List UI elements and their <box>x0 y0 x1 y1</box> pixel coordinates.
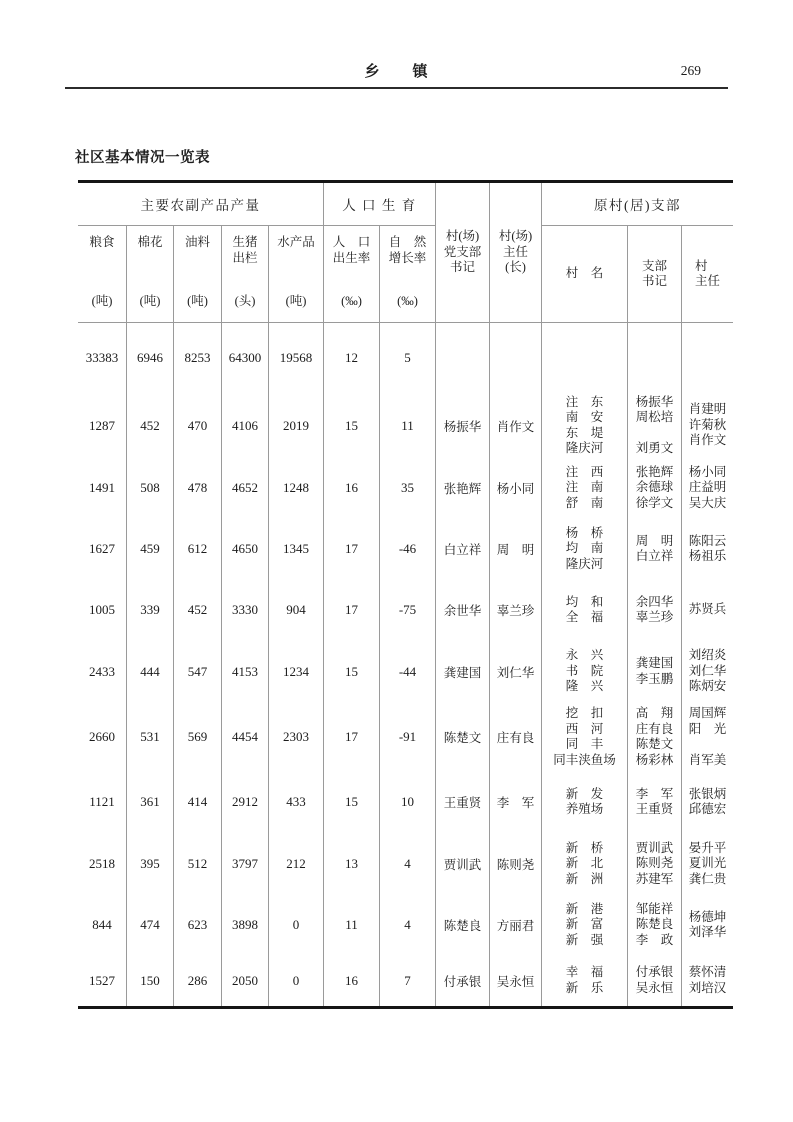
cell-branch-secretaries <box>627 458 681 518</box>
cell-aquatic: 212 <box>268 833 323 895</box>
text-line: 陈楚良 <box>635 917 674 932</box>
text-line: 挖 扣 <box>565 706 604 720</box>
cell-village-directors <box>681 771 733 833</box>
cell-cotton: 150 <box>126 955 173 1006</box>
cell-director: 刘仁华 <box>489 640 541 703</box>
cell-villages <box>541 580 627 640</box>
cell-branch-secretaries <box>627 895 681 955</box>
text-line: 舒 南 <box>565 495 604 510</box>
cell-party-secretary: 陈楚文 <box>435 703 489 771</box>
text-line: 余四华 <box>635 594 674 609</box>
text-line: 新 发 <box>565 786 604 801</box>
cell-cotton: 361 <box>126 771 173 833</box>
column-header-village-director <box>681 226 733 323</box>
text-line: 张艳辉 <box>635 464 674 479</box>
column-header-grain <box>78 226 126 323</box>
text-line: 杨祖乐 <box>688 549 727 563</box>
cell-cotton: 339 <box>126 580 173 640</box>
cell-director: 周 明 <box>489 518 541 580</box>
cell-aquatic: 2303 <box>268 703 323 771</box>
text-line: 李 政 <box>635 932 674 947</box>
cell-pigs: 2912 <box>221 771 268 833</box>
cell-director: 吴永恒 <box>489 955 541 1006</box>
cell-aquatic: 904 <box>268 580 323 640</box>
cell-village-directors <box>681 703 733 771</box>
cell-branch-secretaries <box>627 393 681 458</box>
text-line: 村(场) <box>445 229 480 244</box>
column-header-cotton <box>126 226 173 323</box>
cell-village-directors <box>681 895 733 955</box>
column-title <box>389 235 427 266</box>
column-unit: (吨) <box>285 294 307 308</box>
cell-birth-rate: 13 <box>323 833 379 895</box>
column-title <box>277 235 315 251</box>
column-unit: (‰) <box>341 294 362 308</box>
text-line: 杨彩林 <box>635 752 674 767</box>
text-line: 增长率 <box>388 250 427 265</box>
cell-director: 陈则尧 <box>489 833 541 895</box>
text-line: 书记 <box>449 260 475 275</box>
cell-birth-rate: 16 <box>323 955 379 1006</box>
cell-aquatic: 1248 <box>268 458 323 518</box>
cell-branch-secretaries <box>627 955 681 1006</box>
text-line: 水产品 <box>277 235 315 249</box>
text-line: 陈则尧 <box>635 856 674 871</box>
text-line: 王重贤 <box>635 802 674 816</box>
text-line: 支部 <box>641 258 667 273</box>
column-title <box>232 235 257 266</box>
text-line: 刘绍炎 <box>688 648 727 663</box>
cell-pigs: 2050 <box>221 955 268 1006</box>
text-line: 辜兰珍 <box>635 610 674 624</box>
text-line: 东 堤 <box>565 425 604 440</box>
cell-grain: 2518 <box>89 856 115 871</box>
group-header-products: 主要农副产品产量 <box>78 183 323 226</box>
column-title <box>333 235 371 266</box>
text-line: 注 西 <box>565 464 604 479</box>
text-line: 幸 福 <box>565 965 604 979</box>
column-title <box>137 235 162 251</box>
cell-grain: 2660 <box>89 729 115 744</box>
column-header-growth-rate <box>379 226 435 323</box>
cell-growth-rate: -46 <box>379 518 435 580</box>
cell-growth-rate: 4 <box>379 895 435 955</box>
cell-branch-secretaries <box>627 323 681 393</box>
cell-aquatic: 1234 <box>268 640 323 703</box>
cell-villages <box>541 458 627 518</box>
text-line: 刘培汉 <box>688 980 727 995</box>
text-line: 注 南 <box>565 480 604 495</box>
group-header-population: 人 口 生 育 <box>323 183 435 226</box>
column-unit: (‰) <box>397 294 418 308</box>
cell-villages <box>541 640 627 703</box>
cell-grain: 1005 <box>89 602 115 617</box>
text-line: 李 军 <box>635 786 674 801</box>
cell-branch-secretaries <box>627 518 681 580</box>
column-title <box>642 259 667 290</box>
text-line: 出栏 <box>232 250 258 265</box>
cell-pigs: 4652 <box>221 458 268 518</box>
header-rule <box>65 87 728 89</box>
text-line: 西 河 <box>565 721 604 736</box>
cell-branch-secretaries <box>627 771 681 833</box>
cell-cotton: 459 <box>126 518 173 580</box>
cell-birth-rate: 11 <box>323 895 379 955</box>
text-line: 苏贤兵 <box>688 602 727 617</box>
text-line: 庄益明 <box>688 480 727 495</box>
text-line: 人 口 <box>332 235 371 249</box>
cell-cotton: 452 <box>126 393 173 458</box>
text-line: 隆庆河 <box>565 441 604 455</box>
cell-villages <box>541 833 627 895</box>
text-line: 刘仁华 <box>688 663 727 678</box>
text-line: 生猪 <box>232 235 258 249</box>
text-line: 主任 <box>694 274 720 288</box>
text-line: 白立祥 <box>635 549 674 563</box>
cell-aquatic: 19568 <box>268 323 323 393</box>
text-line: 刘泽华 <box>688 925 727 939</box>
cell-oil: 569 <box>173 703 221 771</box>
text-line: 党支部 <box>443 244 482 259</box>
page-header-title: 乡 镇 <box>364 64 429 80</box>
text-line: 新 乐 <box>565 980 604 995</box>
cell-cotton: 444 <box>126 640 173 703</box>
text-line: 同丰浃鱼场 <box>553 752 616 767</box>
text-line: 均 南 <box>565 541 604 556</box>
text-line: 新 北 <box>565 856 604 871</box>
cell-aquatic: 0 <box>268 895 323 955</box>
text-line: 棉花 <box>137 235 163 249</box>
cell-oil: 547 <box>173 640 221 703</box>
cell-party-secretary: 付承银 <box>435 955 489 1006</box>
text-line <box>653 426 656 442</box>
page-number: 269 <box>680 63 701 78</box>
text-line: 邹能祥 <box>635 901 674 916</box>
text-line: 吴永恒 <box>635 980 674 995</box>
cell-party-secretary: 杨振华 <box>435 393 489 458</box>
cell-villages <box>541 323 627 393</box>
cell-birth-rate: 17 <box>323 703 379 771</box>
text-line: 书记 <box>641 274 667 288</box>
text-line: 全 福 <box>565 610 604 624</box>
cell-director: 庄有良 <box>489 703 541 771</box>
text-line: 刘勇文 <box>635 441 674 455</box>
cell-grain: 2433 <box>89 663 115 679</box>
text-line: 陈楚文 <box>635 737 674 751</box>
cell-pigs: 64300 <box>221 323 268 393</box>
column-title <box>566 266 604 282</box>
text-line: 苏建军 <box>635 871 674 886</box>
cell-village-directors <box>681 518 733 580</box>
cell-villages <box>541 393 627 458</box>
text-line: 肖建明 <box>688 402 727 417</box>
text-line <box>706 737 709 753</box>
community-table <box>78 180 733 1009</box>
column-title <box>695 259 720 290</box>
text-line: 李玉鹏 <box>635 671 674 686</box>
cell-director: 辜兰珍 <box>489 580 541 640</box>
text-line: 龚建国 <box>635 656 674 670</box>
cell-cotton: 395 <box>126 833 173 895</box>
cell-grain: 1527 <box>89 972 115 988</box>
cell-party-secretary: 陈楚良 <box>435 895 489 955</box>
cell-growth-rate: 4 <box>379 833 435 895</box>
cell-party-secretary: 贾训武 <box>435 833 489 895</box>
cell-director: 方丽君 <box>489 895 541 955</box>
text-line: 夏训光 <box>688 856 727 871</box>
text-line: 陈炳安 <box>688 679 727 694</box>
cell-birth-rate: 16 <box>323 458 379 518</box>
cell-village-directors <box>681 640 733 703</box>
cell-birth-rate: 17 <box>323 518 379 580</box>
cell-cotton: 474 <box>126 895 173 955</box>
text-line: 注 东 <box>565 394 604 409</box>
cell-cotton: 531 <box>126 703 173 771</box>
cell-villages <box>541 895 627 955</box>
cell-cotton: 508 <box>126 458 173 518</box>
text-line: 新 富 <box>565 917 604 932</box>
cell-oil: 612 <box>173 518 221 580</box>
cell-village-directors <box>681 955 733 1006</box>
cell-branch-secretaries <box>627 580 681 640</box>
cell-party-secretary: 余世华 <box>435 580 489 640</box>
text-line: 徐学文 <box>635 495 674 510</box>
text-line: 主任 <box>502 244 528 259</box>
column-header-oil <box>173 226 221 323</box>
cell-oil: 478 <box>173 458 221 518</box>
cell-oil: 470 <box>173 393 221 458</box>
text-line: 杨小同 <box>688 464 727 479</box>
cell-cotton: 6946 <box>126 323 173 393</box>
text-line: 新 桥 <box>565 840 604 855</box>
cell-aquatic: 0 <box>268 955 323 1006</box>
text-line: 许菊秋 <box>688 417 727 432</box>
column-header-pigs <box>221 226 268 323</box>
cell-growth-rate: 5 <box>379 323 435 393</box>
cell-oil: 623 <box>173 895 221 955</box>
column-header-village-name <box>541 226 627 323</box>
column-unit: (吨) <box>187 294 208 308</box>
text-line: 出生率 <box>332 250 371 265</box>
cell-village-directors <box>681 323 733 393</box>
cell-party-secretary: 龚建国 <box>435 640 489 703</box>
text-line: 新 洲 <box>565 871 604 886</box>
text-line: 肖作文 <box>688 433 727 448</box>
cell-branch-secretaries <box>627 640 681 703</box>
text-line: 均 和 <box>565 594 604 609</box>
cell-director <box>489 323 541 393</box>
cell-party-secretary: 张艳辉 <box>435 458 489 518</box>
column-header-birth-rate <box>323 226 379 323</box>
cell-pigs: 3330 <box>221 580 268 640</box>
cell-party-secretary <box>435 323 489 393</box>
text-line: 自 然 <box>388 235 427 249</box>
cell-aquatic: 1345 <box>268 518 323 580</box>
text-line: 肖军美 <box>688 752 727 767</box>
text-line: 阳 光 <box>688 721 727 736</box>
cell-growth-rate: -91 <box>379 703 435 771</box>
text-line: 周松培 <box>635 410 674 424</box>
text-line: 杨 桥 <box>565 525 604 540</box>
column-title <box>185 235 210 251</box>
column-header-party-secretary <box>435 183 489 323</box>
cell-pigs: 4153 <box>221 640 268 703</box>
cell-birth-rate: 15 <box>323 640 379 703</box>
text-line: 隆庆河 <box>565 556 604 571</box>
text-line: 书 院 <box>565 663 604 678</box>
cell-growth-rate: -44 <box>379 640 435 703</box>
cell-pigs: 4106 <box>221 393 268 458</box>
cell-party-secretary: 王重贤 <box>435 771 489 833</box>
cell-branch-secretaries <box>627 703 681 771</box>
cell-birth-rate: 17 <box>323 580 379 640</box>
cell-pigs: 3898 <box>221 895 268 955</box>
cell-birth-rate: 12 <box>323 323 379 393</box>
cell-villages <box>541 955 627 1006</box>
cell-oil: 512 <box>173 833 221 895</box>
cell-pigs: 4650 <box>221 518 268 580</box>
text-line: 隆 兴 <box>565 679 604 694</box>
text-line: 油料 <box>184 235 210 249</box>
cell-growth-rate: 11 <box>379 393 435 458</box>
cell-birth-rate: 15 <box>323 393 379 458</box>
text-line: 晏升平 <box>688 840 727 855</box>
text-line: 村 名 <box>565 266 604 281</box>
cell-pigs: 3797 <box>221 833 268 895</box>
cell-villages <box>541 518 627 580</box>
text-line: 杨振华 <box>635 394 674 409</box>
cell-growth-rate: 10 <box>379 771 435 833</box>
text-line: 邱德宏 <box>688 802 727 816</box>
text-line: 粮食 <box>89 235 115 249</box>
text-line: 高 翔 <box>635 706 674 720</box>
cell-growth-rate: -75 <box>379 580 435 640</box>
cell-village-directors <box>681 580 733 640</box>
cell-oil: 414 <box>173 771 221 833</box>
cell-aquatic: 2019 <box>268 393 323 458</box>
text-line: 龚仁贵 <box>688 871 727 886</box>
column-unit: (吨) <box>91 294 113 308</box>
column-header-aquatic <box>268 226 323 323</box>
text-line: 周国辉 <box>688 706 727 720</box>
cell-growth-rate: 7 <box>379 955 435 1006</box>
cell-villages <box>541 703 627 771</box>
text-line: 新 强 <box>565 932 604 947</box>
column-header-branch-secretary <box>627 226 681 323</box>
cell-village-directors <box>681 833 733 895</box>
cell-aquatic: 433 <box>268 771 323 833</box>
text-line: 陈阳云 <box>688 533 727 548</box>
text-line: 周 明 <box>635 533 674 548</box>
column-unit: (吨) <box>139 294 161 308</box>
group-header-original-branch: 原村(居)支部 <box>541 183 733 226</box>
text-line: 蔡怀清 <box>688 965 727 979</box>
cell-branch-secretaries <box>627 833 681 895</box>
cell-growth-rate: 35 <box>379 458 435 518</box>
text-line: (长) <box>505 260 526 275</box>
cell-director: 杨小同 <box>489 458 541 518</box>
cell-oil: 286 <box>173 955 221 1006</box>
cell-director: 肖作文 <box>489 393 541 458</box>
cell-village-directors <box>681 393 733 458</box>
table-title: 社区基本情况一览表 <box>75 150 210 166</box>
text-line: 永 兴 <box>565 648 604 663</box>
text-line: 同 丰 <box>565 737 604 751</box>
cell-grain: 1121 <box>89 794 115 809</box>
column-header-village-head <box>489 183 541 323</box>
cell-grain: 844 <box>92 917 112 932</box>
text-line: 吴大庆 <box>688 495 727 510</box>
text-line: 庄有良 <box>635 721 674 736</box>
text-line: 贾训武 <box>635 840 674 855</box>
text-line: 付承银 <box>635 965 674 979</box>
cell-oil: 8253 <box>173 323 221 393</box>
cell-director: 李 军 <box>489 771 541 833</box>
text-line: 养殖场 <box>565 802 604 816</box>
text-line: 余德球 <box>635 480 674 495</box>
text-line: 村 <box>694 258 708 273</box>
cell-pigs: 4454 <box>221 703 268 771</box>
cell-grain: 1627 <box>89 541 115 556</box>
cell-villages <box>541 771 627 833</box>
cell-party-secretary: 白立祥 <box>435 518 489 580</box>
text-line: 新 港 <box>565 901 604 916</box>
text-line: 村(场) <box>498 229 533 244</box>
text-line: 张银炳 <box>688 786 727 801</box>
cell-grain: 1287 <box>89 417 115 433</box>
cell-oil: 452 <box>173 580 221 640</box>
cell-village-directors <box>681 458 733 518</box>
column-title <box>89 235 114 251</box>
text-line: 南 安 <box>565 410 604 424</box>
cell-birth-rate: 15 <box>323 771 379 833</box>
cell-grain: 1491 <box>89 480 115 495</box>
text-line: 杨德坤 <box>688 909 727 924</box>
cell-grain: 33383 <box>85 350 119 365</box>
column-unit: (头) <box>234 294 256 308</box>
